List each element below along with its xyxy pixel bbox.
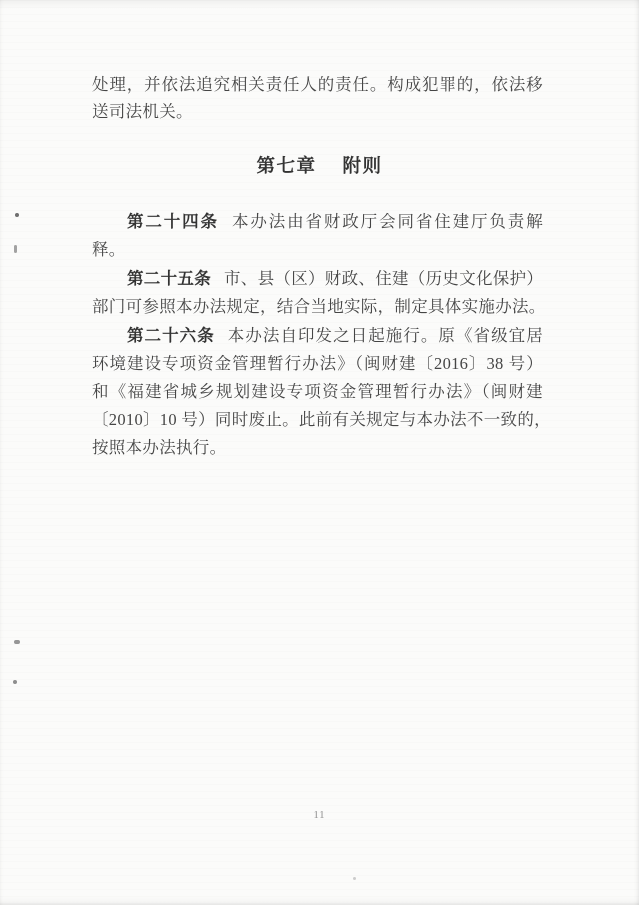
article-26-line-1 bbox=[127, 326, 543, 346]
closing-paragraph-line-2: 送司法机关。 bbox=[92, 102, 193, 121]
article-26-line-3: 和《福建省城乡规划建设专项资金管理暂行办法》（闽财建 bbox=[92, 382, 543, 401]
article-25-line-1 bbox=[127, 269, 543, 289]
chapter-heading bbox=[0, 155, 639, 179]
scan-speck bbox=[13, 680, 17, 684]
closing-paragraph-line-1: 处理，并依法追究相关责任人的责任。构成犯罪的，依法移 bbox=[92, 75, 543, 94]
article-26-text: 本办法自印发之日起施行。原《省级宜居 bbox=[227, 326, 544, 345]
article-24-label: 第二十四条 bbox=[127, 212, 219, 231]
article-26-line-4: 〔2010〕10 号）同时废止。此前有关规定与本办法不一致的， bbox=[92, 410, 551, 429]
article-25-line-2: 部门可参照本办法规定，结合当地实际，制定具体实施办法。 bbox=[92, 297, 546, 316]
article-24-line-1 bbox=[127, 212, 543, 232]
article-26-line-2: 环境建设专项资金管理暂行办法》（闽财建〔2016〕38 号） bbox=[92, 354, 543, 373]
chapter-title: 附则 bbox=[342, 157, 383, 177]
page-number: 11 bbox=[313, 810, 326, 821]
scan-speck bbox=[353, 877, 356, 880]
scan-speck bbox=[15, 213, 19, 217]
scan-speck bbox=[14, 245, 17, 253]
chapter-number: 第七章 bbox=[256, 157, 317, 177]
article-25-text: 市、县（区）财政、住建（历史文化保护） bbox=[224, 269, 544, 288]
article-24-line-2: 释。 bbox=[92, 240, 126, 259]
article-25-label: 第二十五条 bbox=[127, 269, 211, 288]
article-26-line-5: 按照本办法执行。 bbox=[92, 438, 227, 457]
article-26-label: 第二十六条 bbox=[127, 326, 215, 345]
article-24-text: 本办法由省财政厅会同省住建厅负责解 bbox=[231, 212, 543, 231]
scan-speck bbox=[14, 640, 20, 644]
